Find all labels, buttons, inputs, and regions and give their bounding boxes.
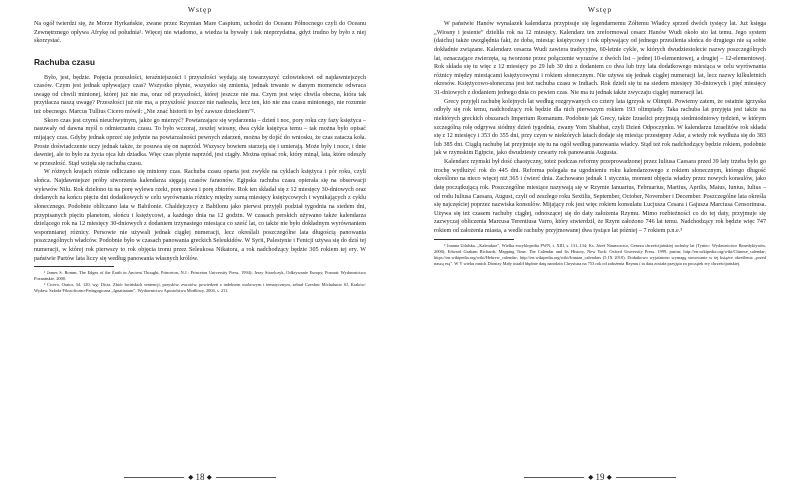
footer-rule [524, 477, 584, 478]
paragraph: Było, jest, będzie. Pojęcia przeszłości, teraźniejszości i przyszłości wydają się towarzyszyć człowiekowi od najdawniejszych czasów. Czym jest jednak upływający czas? Wszystko płynie, wszystko się zmienia, jednak trwanie w danym momencie odwraca uwagę od chwili minionej, której już nie ma, oraz od przyszłości, której jeszcze nie ma. Czym jest więc chwila obecna, która tak przytłacza naszą uwagę? Przeszłości już nie ma, a przyszłość jeszcze nie nadeszła, lecz ten, kto nie zna czasu minionego, nie rozumie też obecnego. Marcus Tullius Cicero mówił: „Nie znać historii to być zawsze dzieckiem”². [34, 74, 366, 115]
footnote-rule [34, 266, 114, 267]
page-number: 19 [595, 472, 605, 482]
page-number: 18 [195, 472, 205, 482]
page-body [434, 20, 766, 267]
footer-rule [616, 477, 676, 478]
right-page [400, 0, 800, 492]
paragraph: W różnych krajach różnie odliczano się miniony czas. Rachuba czasu oparta jest zwykle na cyklach księżyca i pór roku, czyli słońca. Najdawniejsze próby stworzenia kalendarza sięgają czasów faraonów. Egipska rachuba czasu opierała się na obserwacji wylewów Nilu. Rok dzielono tu na porę wylewu rzeki, porę siewu i porę zbiorów. Rok ten składał się z 12 miesięcy 30-dniowych oraz dodanych na końcu pięciu dni dodatkowych w celu wyrównania różnicy między sumą miesięcy księżycowych i wynikających z cyklu słonecznego. Podobnie obliczano lata w Babilonie. Chaldejczycy z Babilonu jako pierwsi przyjęli podział tygodnia na siedem dni, przypisanych pięciu planetom, słońcu i księżycowi, a każdego dnia na 12 godzin. W czasach perskich używano także kalendarza dzielącego rok na 12 miesięcy 30-dniowych z dodaniem trzynastego miesiąca co sześć lat, co także nie było dokładnym wyrównaniem wspomnianej różnicy. Persowie nie używali jednak ciągłej numeracji, lecz określali poszczególne lata długością panowania poszczególnych władców. Podobnie było w czasach panowania greckich Seleukidów. W Syrii, Palestynie i Fenicji używa się do dziś tej numeracji, w której rok pierwszy to rok objęcia tronu przez Seleukosa Nikatora, a rok nadchodzący będzie 305 rokiem tej ery. W państwie Partów lata liczy się według panowania własnych królów. [34, 169, 366, 262]
footnotes [34, 270, 366, 294]
footnote: ² Cicero, Orator, 34, 120, wg: Dicta. Zbiór łacińskich sentencji, przysłów, zwrotów, powiedzeń z indeksem osobowym i tematycznym, zebrał Czesław Michalunio SJ, Kraków: Wydaw. Szkoła Filozoficzno-Pedagogiczna „Ignatianum”, Wydawnictwo Apostolstwa Modlitwy, 2004, s. 211. [34, 282, 366, 294]
footnote-rule [434, 239, 514, 240]
running-header: Wstęp [187, 5, 213, 14]
footer-rule [216, 477, 276, 478]
section-heading: Rachuba czasu [34, 56, 95, 67]
running-header: Wstęp [587, 5, 613, 14]
footnote: ¹ James S. Romm, The Edges of the Earth in Ancient Thought, Princeton, N.J.: Princeton University Press, 1994); Jerzy Strzelczyk, Odkrywanie Europy, Poznań: Wydawnictwo Poznańskie, 2000. [34, 270, 366, 282]
page-body [34, 20, 366, 294]
paragraph: Grecy przyjęli rachubę kolejnych lat według rozgrywanych co cztery lata igrzysk w Olimpii. Powiemy zatem, że ostatnie igrzyska odbyły się rok temu, nadchodzący rok będzie dla nich pierwszym rokiem 193 olimpiady. Taka rachuba lat przyjęta jest także na niektórych greckich obszarach Imperium Romanum. Podobnie jak Grecy, także Izraelici przyjmują siedmiodniowy tydzień, w którym szczególną rolę odgrywa siódmy dzień tygodnia, zwany Yom Shabbat, czyli Dzień Odpoczynku. W kalendarzu Izraelitów rok składa się z 12 miesięcy i 353 do 355 dni, przy czym w niektórych latach dodaje się miesiąc przestępny Adar, a wtedy rok wydłuża się do 383 lub 385 dni. Ciągłą rachubę lat przyjmuje się tu na ogół według panowania władcy. Stąd też rok nadchodzący będzie rokiem, podobnie jak w rzymskim Egipcie, jako dwudziesty czwarty rok panowania Augusta. [434, 98, 766, 157]
page-footer [0, 472, 400, 482]
ornament-icon: ◆ [606, 474, 612, 481]
page-footer [400, 472, 800, 482]
ornament-icon: ◆ [188, 474, 194, 481]
ornament-icon: ◆ [588, 474, 594, 481]
paragraph: Kalendarz rzymski był dość chaotyczny, toteż podczas reformy przeprowadzonej przez Iuliusa Caesara przed 39 laty trzeba było go trochę wydłużyć rok do 445 dni. Reforma polegała na ugodnieniu roku kalendarzowego z rokiem słonecznym, którego długość określono na nieco więcej niż 365 i ćwierć dnia. Zachowano jednak 1 stycznia, moment objęcia władzy przez nowych konsulów, jako datę początkującą rok. Poszczególne miesiące nazywają się w Rzymie Ianuarius, Februarius, Martius, Aprilis, Maius, Iunius, Iulius – od rodu Iuliusa Caesara, August, czyli od zeszłego roku Sextilis, September, October, November i December. Poszczególne lata określa się najczęściej poprzez nazwiska konsulów. Mijający rok jest więc rokiem konsulatu Lucjusza Cesara i Gajusza Marciusa Censorinusa. Używa się też czasem rachuby ciągłej, odnoszącej się do daty założenia Rzymu. Mimo rozbieżności co do tej daty, przyjmuje się zazwyczaj obliczenia Marcusa Terentiusa Varro, który stwierdził, że Rzym założono 746 lat temu. Nadchodzący rok będzie więc 747 rokiem od założenia miasta, a wedle rachuby przyjmowanej dwa tysiące lat później – 7 rokiem p.n.e.³ [434, 159, 766, 234]
paragraph: W państwie Hanów wynalazek kalendarza przypisuje się legendarnemu Żółtemu Władcy sprzed dwóch tysięcy lat. Już księga „Wiosny i jesienie” dzieliła rok na 12 miesięcy. Kalendarz ten zreformował cesarz Hanów Wudi około sto lat temu. Jego system (daichu) także uwzględnia fakt, że doba, miesiąc księżycowy i rok upływający od jednego przesilenia słońca do drugiego nie są sobie dokładnie związane. Kalendarz cesarza Wudi zawiera tradycyjne, 60-letnie cykle, w których dwudziestolecie nazwy poszczególnych lat, oznaczające zwierzęta, są tworzone przez połączenie wyrazów z dwóch list – jednej 10-elementowej, a drugiej – 12-elementowej. Rok składa się tu więc z 12 miesięcy po 29 lub 30 dni z dodaniem co dwa lub trzy lata dodatkowego miesiąca w celu wyrównania różnicy między miesiącami księżycowymi i rokiem słonecznym. Nie używa się jednak ciągłej numeracji lat, lecz nazwy kilkuletnich okresów. Księżycowo-słoneczna jest też rachuba czasu w Indiach. Rok dzieli się tu na siedem miesięcy 30-dniowych i pięć miesięcy 31-dniowych z dodaniem jednego dnia co pewien czas. Nie ma tu jednak także zwyczaju ciągłej numeracji lat. [434, 21, 766, 96]
footer-rule [124, 477, 184, 478]
ornament-icon: ◆ [206, 474, 212, 481]
intro-paragraph: Na ogół twierdzi się, że Morze Hyrkańskie, zwane przez Rzymian Mare Caspium, uchodzi do Oceanu Północnego czyli do Oceanu Zewnętrznego opływa Afrykę od południa¹. Więcej nie wiadomo, a wiedza ta bywały i tak nieprzydatna, gdyż trudno by było z niej skorzystać. [34, 21, 366, 45]
footnote: ³ Joanna Udalska, „Kalendarz”, Wielka encyklopedia PWN, t. XIII, s. 131–134; Ks. Józef Naumowicz, Geneza chrześcijańskiej rachuby lat (Tyniec: Wydawnictwo Benedyktynów, 2000); Edward Graham Richards, Mapping Time. The Calendar and Its History, New York: Oxford University Press, 1999, pasim; http://en.wikipedia.org/wiki/Chinese_calendar; https://en.wikipedia.org/wiki/Hebrew_calendar; http://en.wikipedia.org/wiki/Iranian_calendars (5 IX 2010). Dodatkowo wyjaśniono wymagę stosowanie w tej książce określenia „przed naszą erą”. W V wieku mnich Dionizy Mały ustalił błędnie datę narodzin Chrystusa na 753 rok od założenia Rzymu i ta data została przyjęta za początek ery chrześcijańskiej. [434, 242, 766, 266]
paragraph: Skoro czas jest czymś nieuchwytnym, jakże go mierzyć? Powtarzające się wydarzenia – dzień i noc, pory roku czy fazy księżyca – nasuwały od dawna myśl o odmierzaniu czasu. To było wczoraj, zeszłej wiosny, dwa cykle księżyca temu – tak można było opisać mijający czas. Gdyby jednak oprzeć się jedynie na powtarzalności pewnych zdarzeń, można by dojść do wniosku, że czas zatacza koła. Proste doświadczenie uczy jednak także, że posuwa się on naprzód. Wszyscy bowiem starzeją się i umierają. Może były i noce, i dnie dawniej, ale to było za życia ojca lub dziadka. Więc czas płynie naprzód, jest ciągły. Można opisać rok, który minął, lata, które odeszły w przeszłość. Stąd wzięła się rachuba czasu. [34, 117, 366, 167]
footnotes [434, 243, 766, 267]
